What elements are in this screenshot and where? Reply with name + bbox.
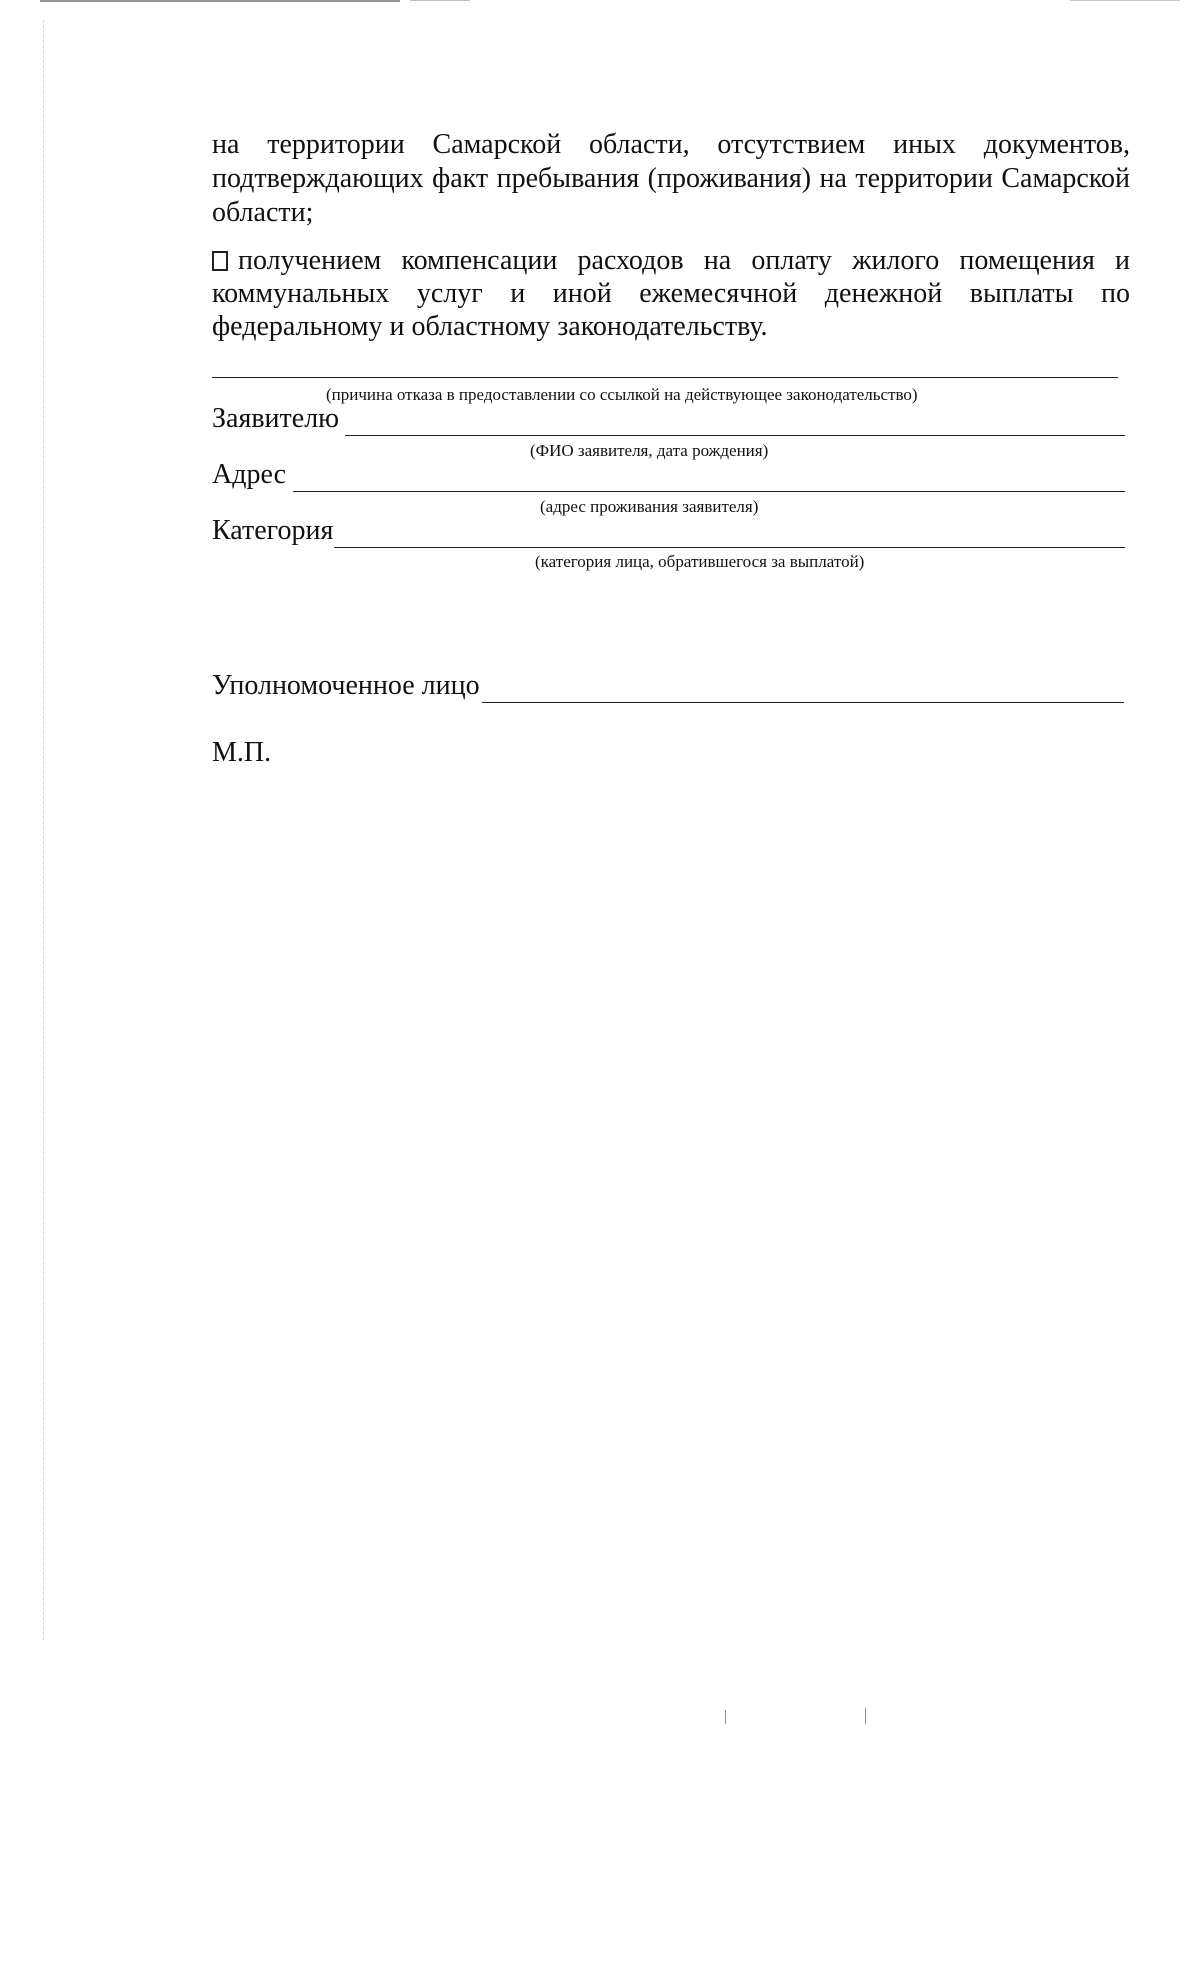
category-label: Категория <box>212 515 334 546</box>
address-field-line[interactable] <box>293 491 1125 492</box>
authorized-person-label: Уполномоченное лицо <box>212 670 480 701</box>
scan-edge <box>410 0 470 1</box>
scan-mark <box>865 1708 866 1724</box>
reason-line <box>212 377 1118 378</box>
scan-mark <box>725 1710 726 1724</box>
document-body <box>212 128 1130 343</box>
address-label: Адрес <box>212 459 287 490</box>
address-caption: (адрес проживания заявителя) <box>540 497 759 516</box>
reason-caption: (причина отказа в предоставлении со ссылкой на действующее законодательство) <box>326 385 918 404</box>
category-field-line[interactable] <box>334 547 1125 548</box>
scan-edge <box>40 0 400 2</box>
authorized-person-signature-line[interactable] <box>482 702 1124 703</box>
checkbox[interactable] <box>212 251 228 271</box>
applicant-label: Заявителю <box>212 403 340 434</box>
scan-edge <box>1070 0 1180 1</box>
stamp-label: М.П. <box>212 737 272 768</box>
paragraph-residence: на территории Самарской области, отсутствием иных документов, подтверждающих факт пребывания (проживания) на территории Самарской области; <box>212 129 1130 228</box>
applicant-field-line[interactable] <box>345 435 1125 436</box>
category-caption: (категория лица, обратившегося за выплатой) <box>535 552 865 571</box>
applicant-caption: (ФИО заявителя, дата рождения) <box>530 441 769 460</box>
paragraph-compensation-text: получением компенсации расходов на оплату жилого помещения и коммунальных услуг и иной ежемесячной денежной выплаты по федеральному и областному законодательству. <box>212 245 1130 342</box>
scan-edge <box>43 20 44 1640</box>
paragraph-compensation <box>212 244 1130 343</box>
